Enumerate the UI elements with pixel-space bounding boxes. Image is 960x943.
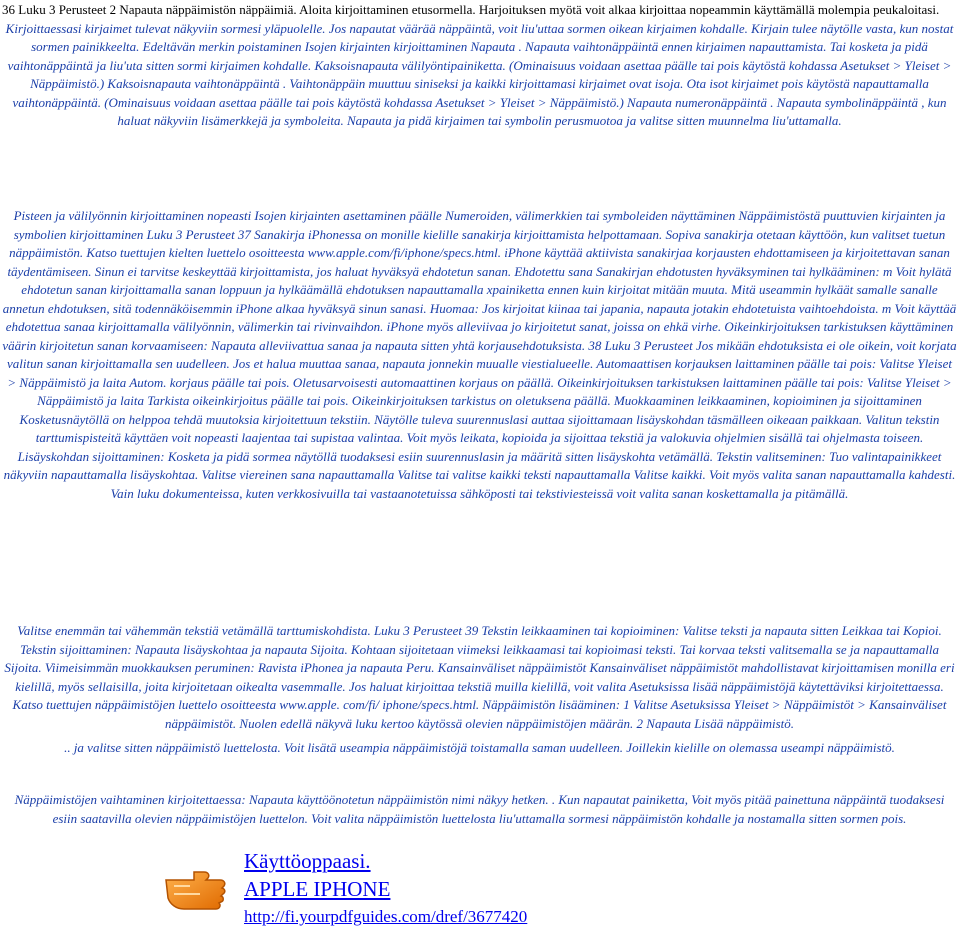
paragraph-3 bbox=[2, 622, 957, 733]
paragraph-2-body: Pisteen ja välilyönnin kirjoittaminen nopeasti Isojen kirjainten asettaminen päälle Numeroiden, välimerkkien tai symboleiden näyttäminen Näppäimistöstä puuttuvien kirjainten ja symbolien kirjoittaminen Luku 3 Perusteet 37 Sanakirja iPhonessa on monille kielille sanakirja kirjoittamista helpottamaan. Sopiva sanakirja otetaan käyttöön, kun valitset tuetun näppäimistön. Katso tuettujen kielten luettelo osoitteesta www.apple.com/fi/iphone/specs.html. iPhone käyttää aktiivista sanakirjaa korjausten ehdottamiseen ja kirjoitettavan sanan täydentämiseen. Sinun ei tarvitse keskeyttää kirjoittamista, jos haluat hyväksyä ehdotetun sanan. Ehdotettu sana Sanakirjan ehdotusten hyväksyminen tai hylkääminen: m Voit hylätä ehdotetun sanan kirjoittamalla sanan loppuun ja hylkäämällä ehdotuksen napauttamalla xpainiketta ennen kuin kirjoitat mitään muuta. Mitä useammin hylkäät samalle sanalle annetun ehdotuksen, sitä todennäköisemmin iPhone alkaa hyväksyä sinun sanasi. Huomaa: Jos kirjoitat kiinaa tai japania, napauta jotakin ehdotetuista vaihtoehdoista. m Voit käyttää ehdotettua sanaa kirjoittamalla välilyönnin, välimerkin tai rivinvaihdon. iPhone myös alleviivaa jo kirjoitetut sanat, joissa on ehkä virhe. Oikeinkirjoituksen tarkistuksen käyttäminen väärin kirjoitetun sanan korvaamiseen: Napauta alleviivattua sanaa ja napauta sitten yhtä korjausehdotuksista. 38 Luku 3 Perusteet Jos mikään ehdotuksista ei ole oikein, voit korjata valitun sanan kirjoittamalla sen uudelleen. Jos et halua muuttaa sanaa, napauta jonnekin muualle viestialueelle. Automaattisen korjauksen laittaminen päälle tai pois: Valitse Yleiset > Näppäimistö ja laita Autom. korjaus päälle tai pois. Oletusarvoisesti automaattinen korjaus on päällä. Oikeinkirjoituksen tarkistuksen laittaminen päälle tai pois: Valitse Yleiset > Näppäimistö ja laita Tarkista oikeinkirjoitus päälle tai pois. Oikeinkirjoituksen tarkistus on oletuksena päällä. Muokkaaminen leikkaaminen, kopioiminen ja sijoittaminen Kosketusnäytöllä on helppoa tehdä muutoksia kirjoitettuun tekstiin. Näytölle tuleva suurennuslasi auttaa sijoittamaan lisäyskohdan täsmälleen oikeaan paikkaan. Valitun tekstin tarttumispisteitä käyttäen voit nopeasti laajentaa tai supistaa valintaa. Voit myös leikata, kopioida ja sijoittaa tekstiä ja valokuvia ohjelmien sisällä tai ohjelmasta toiseen. Lisäyskohdan sijoittaminen: Kosketa ja pidä sormea näytöllä tuodaksesi esiin suurennuslasin ja määritä sitten lisäyskohta vetämällä. Tekstin valitseminen: Tuo valintapainikkeet näkyviin napauttamalla lisäyskohtaa. Valitse viereinen sana napauttamalla Valitse tai valitse kaikki teksti napauttamalla Valitse kaikki. Voit myös valita sanan napauttamalla kahdesti. Vain luku dokumenteissa, kuten verkkosivuilla tai vastaanotetuissa sähköposti tai tekstiviesteissä voit valita sanan koskettamalla ja pitämällä. bbox=[2, 208, 957, 501]
page-header-text: 36 Luku 3 Perusteet 2 Napauta näppäimistön näppäimiä. Aloita kirjoittaminen etusormella. Harjoituksen myötä voit alkaa kirjoittaa nopeammin käyttämällä molempia peukaloitasi. bbox=[2, 2, 940, 17]
paragraph-2 bbox=[2, 207, 957, 503]
pointing-hand-icon bbox=[160, 850, 232, 922]
paragraph-4 bbox=[2, 739, 957, 758]
footer bbox=[160, 848, 660, 938]
paragraph-1 bbox=[2, 1, 957, 131]
paragraph-5 bbox=[2, 791, 957, 828]
guide-link[interactable]: Käyttöoppaasi. bbox=[244, 849, 371, 873]
paragraph-3-body: Valitse enemmän tai vähemmän tekstiä vetämällä tarttumiskohdista. Luku 3 Perusteet 39 Tekstin leikkaaminen tai kopioiminen: Valitse teksti ja napauta sitten Leikkaa tai Kopioi. Tekstin sijoittaminen: Napauta lisäyskohtaa ja napauta Sijoita. Kohtaan sijoitetaan viimeksi leikkaamasi tai kopioimasi teksti. Tai korvaa teksti valitsemalla se ja napauttamalla Sijoita. Viimeisimmän muokkauksen peruminen: Ravista iPhonea ja napauta Peru. Kansainväliset näppäimistöt Kansainväliset näppäimistöt mahdollistavat kirjoittamisen monilla eri kielillä, myös sellaisilla, joita kirjoitetaan oikealta vasemmalle. Jos haluat kirjoittaa tekstiä muilla kielillä, voit valita Asetuksissa lisää näppäimistöjä käytettäviksi kirjoitettaessa. Katso tuettujen näppäimistöjen luettelo osoitteesta www.apple. com/fi/ iphone/specs.html. Näppäimistön lisääminen: 1 Valitse Asetuksissa Yleiset > Näppäimistöt > Kansainväliset näppäimistöt. Nuolen edellä näkyvä luku kertoo käytössä olevien näppäimistöjen määrän. 2 Napauta Lisää näppäimistö. bbox=[4, 623, 955, 731]
paragraph-1-body: Kirjoittaessasi kirjaimet tulevat näkyviin sormesi yläpuolelle. Jos napautat väärää näppäintä, voit liu'uttaa sormen oikean kirjaimen kohdalle. Kirjain tulee näytölle vasta, kun nostat sormen painikkeelta. Edeltävän merkin poistaminen Isojen kirjainten kirjoittaminen Napauta . Napauta vaihtonäppäintä ennen kirjaimen napauttamista. Tai kosketa ja pidä vaihtonäppäintä ja liu'uta sitten sormi kirjaimen kohdalle. Kaksoisnapauta välilyöntipainiketta. (Ominaisuus voidaan asettaa päälle tai pois käytöstä kohdassa Asetukset > Yleiset > Näppäimistö.) Kaksoisnapauta vaihtonäppäintä . Vaihtonäppäin muuttuu siniseksi ja kaikki kirjoittamasi kirjaimet ovat isoja. Ota isot kirjaimet pois käytöstä napauttamalla vaihtonäppäintä. (Ominaisuus voidaan asettaa päälle tai pois käytöstä kohdassa Asetukset > Yleiset > Näppäimistö.) Napauta numeronäppäintä . Napauta symbolinäppäintä , kun haluat näkyviin lisämerkkejä ja symboleita. Napauta ja pidä kirjaimen tai symbolin perusmuotoa ja valitse sitten muunnelma liu'uttamalla. bbox=[5, 20, 954, 128]
paragraph-5-body: Näppäimistöjen vaihtaminen kirjoitettaessa: Napauta käyttöönotetun näppäimistön nimi näkyy hetken. . Kun napautat painiketta, Voit myös pitää painettuna näppäintä tuodaksesi esiin saatavilla olevien näppäimistöjen luettelon. Voit valita näppäimistön luettelosta liu'uttamalla sormesi näppäimistön kohdalle ja nostamalla sitten sormen pois. bbox=[14, 792, 945, 826]
footer-links bbox=[244, 848, 527, 930]
url-link[interactable]: http://fi.yourpdfguides.com/dref/3677420 bbox=[244, 907, 528, 926]
paragraph-4-body: .. ja valitse sitten näppäimistö luettelosta. Voit lisätä useampia näppäimistöjä toistamalla saman uudelleen. Joillekin kielille on olemassa useampi näppäimistö. bbox=[64, 740, 895, 755]
model-link[interactable]: APPLE IPHONE bbox=[244, 877, 391, 901]
